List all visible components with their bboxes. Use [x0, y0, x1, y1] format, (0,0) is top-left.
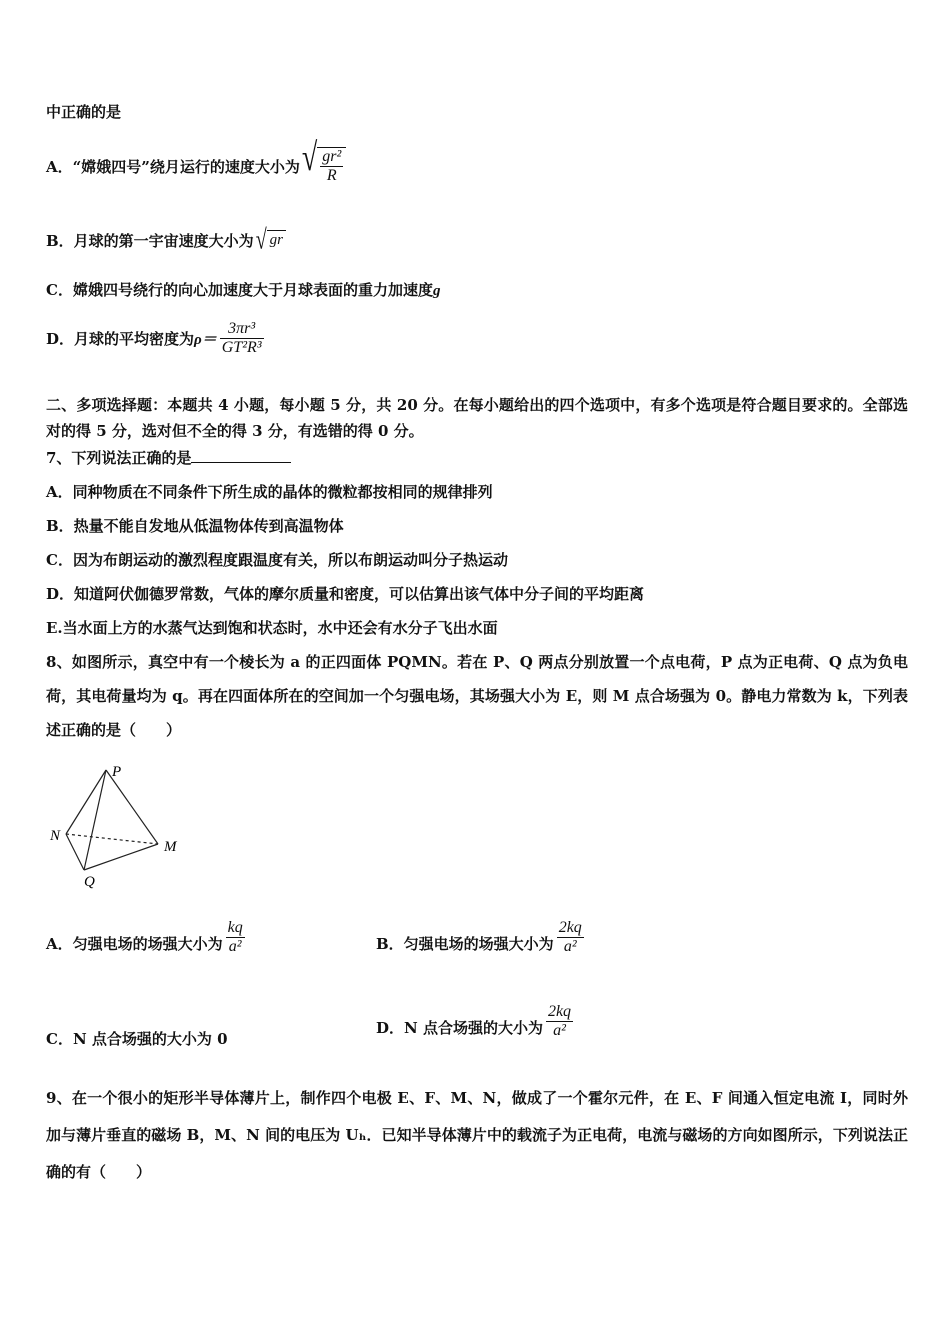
q9-stem: 9、在一个很小的矩形半导体薄片上，制作四个电极 E、F、M、N，做成了一个霍尔元件，在 E、F 间通入恒定电流 I，同时外加与薄片垂直的磁场 B，M、N 间的电压为 Uₕ．已知半导体薄片中的载流子为正电荷，电流与磁场的方向如图所示，下列说法正确的有（ ） [46, 1089, 908, 1181]
q7-option-e[interactable]: E.当水面上方的水蒸气达到饱和状态时，水中还会有水分子飞出水面 [46, 619, 498, 637]
top-line: 中正确的是 [46, 103, 122, 121]
q6-option-d[interactable]: D．月球的平均密度为 ρ＝ $\frac{\text{3πr³}}{\text{GT²R³}}$ [46, 319, 262, 356]
q8-option-c[interactable]: C．N 点合场强的大小为 0 [46, 1030, 228, 1048]
section-2-instructions: 二、多项选择题：本题共 4 小题，每小题 5 分，共 20 分。在每小题给出的四个选项中，有多个选项是符合题目要求的。全部选对的得 5 分，选对但不全的得 3 分，有选错的得 0 分。 [46, 396, 908, 440]
q6-option-a-text: A．“嫦娥四号”绕月运行的速度大小为 [46, 157, 300, 176]
q7-stem: 7、下列说法正确的是 [46, 447, 291, 468]
q7-option-b[interactable]: B．热量不能自发地从低温物体传到高温物体 [46, 517, 344, 535]
vertex-label-n: N [50, 828, 61, 844]
q7-option-d[interactable]: D．知道阿伏伽德罗常数，气体的摩尔质量和密度，可以估算出该气体中分子间的平均距离 [46, 585, 645, 603]
field-fraction: $\frac{2kq}{\text{a²}}$ [558, 918, 582, 955]
density-fraction: $\frac{\text{3πr³}}{\text{GT²R³}}$ [221, 319, 262, 356]
q7-option-a[interactable]: A．同种物质在不同条件下所生成的晶体的微粒都按相同的规律排列 [46, 483, 493, 501]
tetrahedron-figure [46, 758, 196, 893]
q6-option-a[interactable] [46, 136, 346, 190]
q8-option-b[interactable]: B．匀强电场的场强大小为 $\frac{2kq}{\text{a²}}$ [376, 918, 582, 955]
q6-option-b[interactable] [46, 225, 286, 255]
q8-option-a[interactable]: A．匀强电场的场强大小为 $\frac{kq}{\text{a²}}$ [46, 918, 243, 955]
q6-option-b-text: B．月球的第一宇宙速度大小为 [46, 231, 254, 250]
q7-option-c[interactable]: C．因为布朗运动的激烈程度跟温度有关，所以布朗运动叫分子热运动 [46, 551, 508, 569]
sqrt-fraction: √ $\frac{\text{gr²}}{R}$ [302, 147, 346, 185]
sqrt-expression: √ gr [256, 230, 286, 250]
q8-option-d[interactable]: D．N 点合场强的大小为 $\frac{2kq}{\text{a²}}$ [376, 1002, 572, 1039]
answer-blank [191, 448, 291, 463]
q8-stem: 8、如图所示，真空中有一个棱长为 a 的正四面体 PQMN。若在 P、Q 两点分别放置一个点电荷，P 点为正电荷、Q 点为负电荷，其电荷量均为 q。再在四面体所在的空间加一个匀强电场，其场强大小为 E，则 M 点合场强为 0。静电力常数为 k，下列表述正确的是（ ） [46, 653, 908, 739]
vertex-label-m: M [164, 839, 177, 855]
vertex-label-q: Q [84, 874, 95, 890]
field-fraction: $\frac{2kq}{\text{a²}}$ [547, 1002, 572, 1039]
field-fraction: $\frac{kq}{\text{a²}}$ [227, 918, 243, 955]
vertex-label-p: P [112, 764, 122, 780]
q6-option-c[interactable]: C．嫦娥四号绕行的向心加速度大于月球表面的重力加速度g [46, 281, 441, 299]
